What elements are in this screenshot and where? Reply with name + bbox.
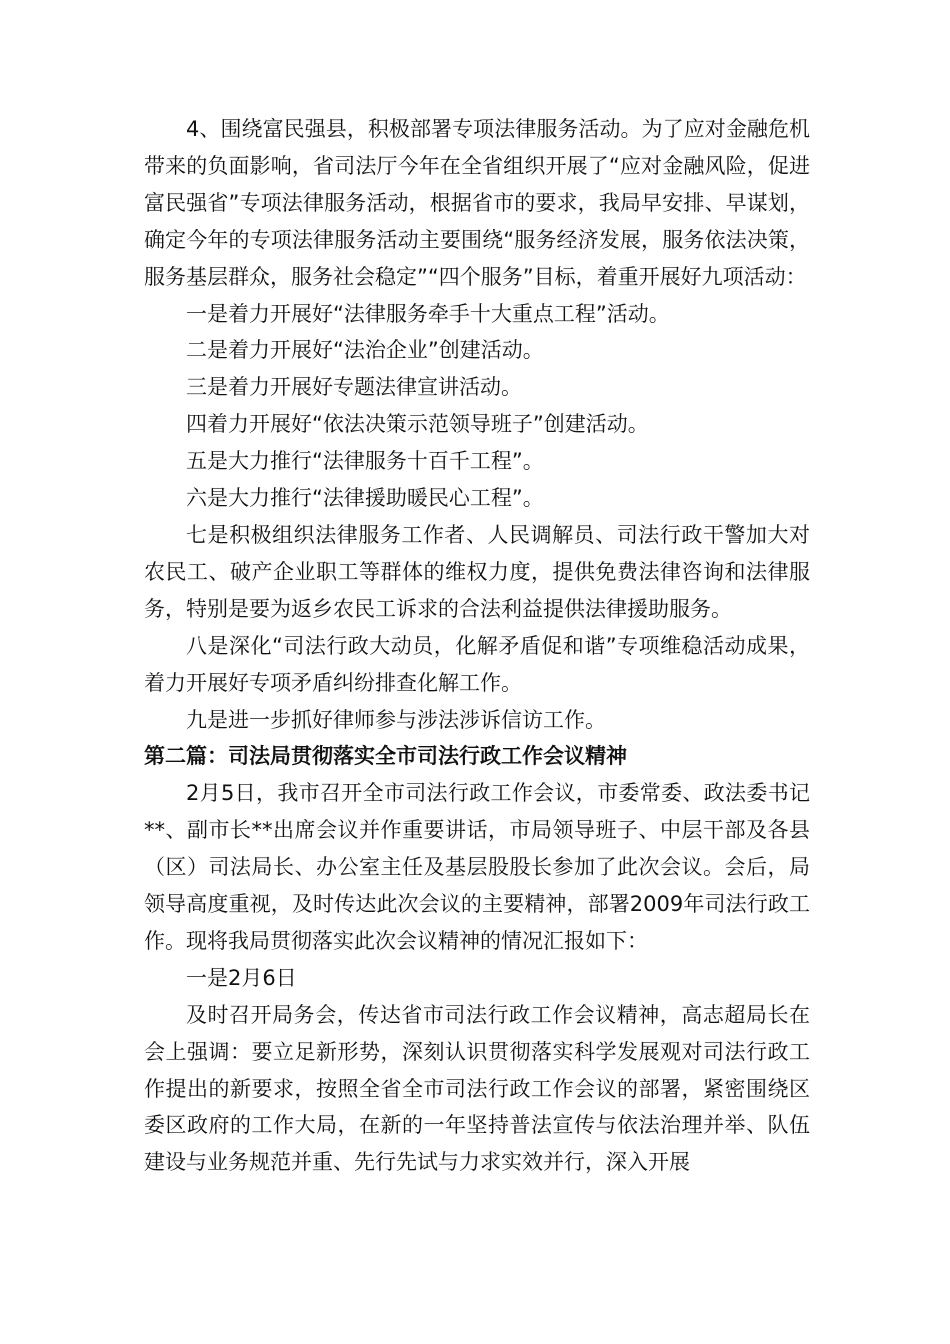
section-heading: 第二篇：司法局贯彻落实全市司法行政工作会议精神: [144, 744, 627, 769]
list-item-activity-8: 八是深化“司法行政大动员，化解矛盾促和谐”专项维稳活动成果，着力开展好专项矛盾纠纷排查化解工作。: [144, 633, 810, 695]
paragraph-first-action-date: 一是2月6日: [186, 965, 297, 990]
document-page: [144, 111, 810, 1181]
list-item-activity-6: 六是大力推行“法律援助暖民心工程”。: [186, 486, 544, 511]
list-item-activity-2: 二是着力开展好“法治企业”创建活动。: [186, 338, 544, 363]
list-item-activity-9: 九是进一步抓好律师参与涉法涉诉信访工作。: [186, 707, 606, 732]
list-item-activity-4: 四着力开展好“依法决策示范领导班子”创建活动。: [186, 412, 649, 437]
paragraph-meeting-summary: 2月5日，我市召开全市司法行政工作会议，市委常委、政法委书记**、副市长**出席会议并作重要讲话，市局领导班子、中层干部及各县（区）司法局长、办公室主任及基层股股长参加了此次会议。会后，局领导高度重视，及时传达此次会议的主要精神，部署2009年司法行政工作。现将我局贯彻落实此次会议精神的情况汇报如下：: [144, 781, 810, 953]
list-item-activity-5: 五是大力推行“法律服务十百千工程”。: [186, 449, 544, 474]
list-item-activity-1: 一是着力开展好“法律服务牵手十大重点工程”活动。: [186, 301, 670, 326]
paragraph-bureau-meeting: 及时召开局务会，传达省市司法行政工作会议精神，高志超局长在会上强调：要立足新形势，深刻认识贯彻落实科学发展观对司法行政工作提出的新要求，按照全省全市司法行政工作会议的部署，紧密围绕区委区政府的工作大局，在新的一年坚持普法宣传与依法治理并举、队伍建设与业务规范并重、先行先试与力求实效并行，深入开展: [144, 1002, 810, 1175]
list-item-activity-3: 三是着力开展好专题法律宣讲活动。: [186, 375, 522, 400]
paragraph-special-legal-services: 4、围绕富民强县，积极部署专项法律服务活动。为了应对金融危机带来的负面影响，省司法厅今年在全省组织开展了“应对金融风险，促进富民强省”专项法律服务活动，根据省市的要求，我局早安排、早谋划，确定今年的专项法律服务活动主要围绕“服务经济发展，服务依法决策，服务基层群众，服务社会稳定”“四个服务”目标，着重开展好九项活动：: [144, 117, 810, 289]
list-item-activity-7: 七是积极组织法律服务工作者、人民调解员、司法行政干警加大对农民工、破产企业职工等群体的维权力度，提供免费法律咨询和法律服务，特别是要为返乡农民工诉求的合法利益提供法律援助服务。: [144, 522, 810, 621]
